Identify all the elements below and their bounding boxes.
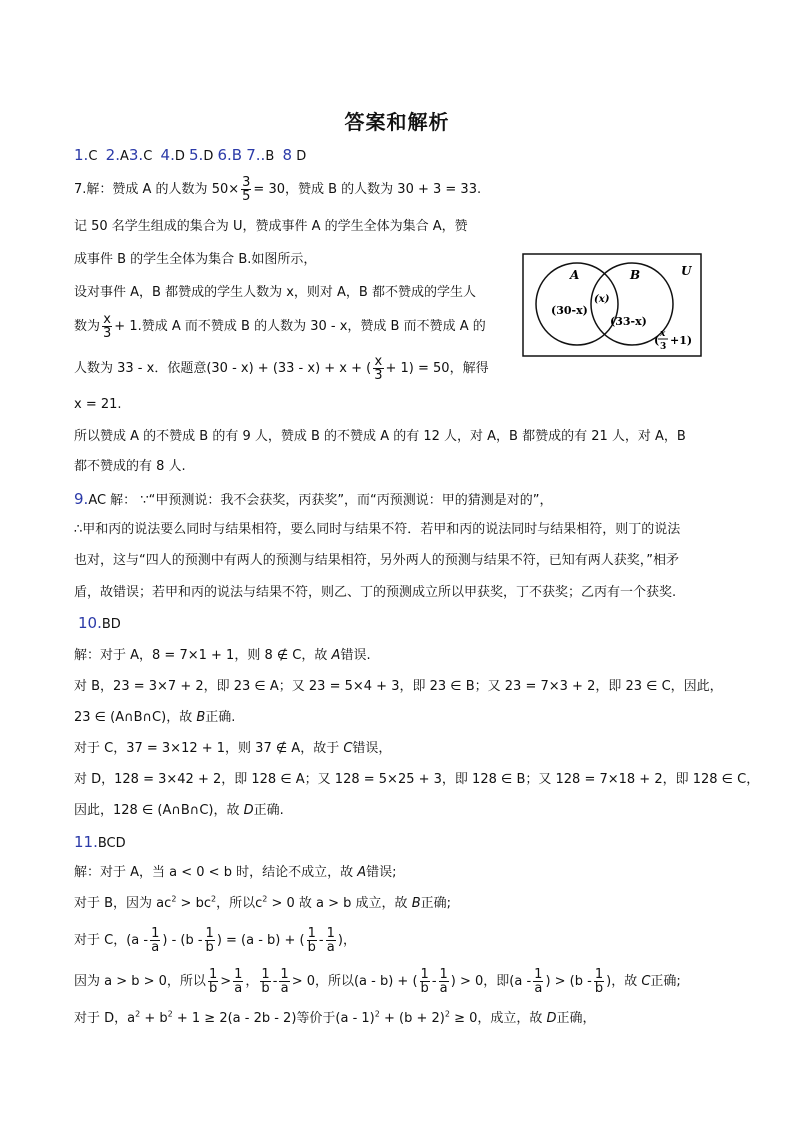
q7-line-4: 设对事件 A，B 都赞成的学生人数为 x，则对 A，B 都不赞成的学生人: [74, 285, 476, 300]
q11-line-3: 对于 C，(a - $\frac{1}{a}$ ) - (b - $\frac{1}{b}$ ) = (a - b) + ( $\frac{1}{b}$ - $\frac{1}{a}$ )，: [74, 926, 356, 955]
q7-line-6: 人数为 33 - x．依题意(30 - x) + (33 - x) + x + ( $\frac{x}{3}$ + 1) = 50，解得: [74, 354, 489, 383]
q9-line-4: 盾，故错误；若甲和丙的说法与结果不符，则乙、丁的预测成立所以甲获奖，丁不获奖；乙丙有一个获奖.: [74, 585, 677, 600]
q10-line-4: 对于 C，37 = 3×12 + 1，则 37 ∉ A，故于 C错误，: [74, 741, 392, 756]
q7-line-1: 7.解：赞成 A 的人数为 50× $\frac{3}{5}$ = 30，赞成 B 的人数为 30 + 3 = 33.: [74, 175, 482, 204]
q7-line-5: 数为 $\frac{x}{3}$ + 1.赞成 A 而不赞成 B 的人数为 30 - x，赞成 B 而不赞成 A 的: [74, 312, 486, 341]
q9-line-2: ∴甲和丙的说法要么同时与结果相符，要么同时与结果不符．若甲和丙的说法同时与结果相符，则丁的说法: [74, 522, 681, 537]
outside-tail: +1): [670, 334, 693, 347]
q11-line-5: 对于 D，$a^2 + b^2 + 1 \ge 2(a - 2b - 2)$等价于$(a - 1)^2 + (b + 2)^2 \ge 0$，成立，故 D正确，: [74, 1009, 596, 1026]
q7-line-9: 都不赞成的有 8 人.: [74, 459, 186, 474]
q7-line-8: 所以赞成 A 的不赞成 B 的有 9 人，赞成 B 的不赞成 A 的有 12 人，对 A，B 都赞成的有 21 人，对 A，B: [74, 429, 686, 444]
set-a-label: A: [570, 268, 580, 282]
page-title: 答案和解析: [344, 110, 450, 134]
intersection-region: (x): [594, 294, 610, 305]
q11-line-1: 解：对于 A，当 a < 0 < b 时，结论不成立，故 A错误;: [74, 865, 397, 880]
answer-key: 1.C 2.A3.C 4.D 5.D 6.B 7..B 8 D: [74, 146, 307, 164]
q9-line-1: 9.AC 解： ∵“甲预测说：我不会获奖，丙获奖”，而“丙预测说：甲的猜测是对的”，: [74, 490, 553, 508]
q11-line-4: 因为 a > b > 0，所以 $\frac{1}{b}$ > $\frac{1}{a}$ ， $\frac{1}{b}$ - $\frac{1}{a}$ > 0，所以(a - b) + ( $\frac{1}{b}$ - $\frac{1}{a}$ ) > 0，即(a - $\frac{1}{a}$ ) > (b - $\frac{1}{b}$ )，故 C正确;: [74, 967, 681, 996]
q9-line-3: 也对，这与“四人的预测中有两人的预测与结果相符，另外两人的预测与结果不符，已知有两人获奖，”相矛: [74, 553, 679, 568]
q7-line-7: x = 21.: [74, 397, 122, 412]
q7-line-3: 成事件 B 的学生全体为集合 B.如图所示，: [74, 252, 317, 267]
q10-line-1: 解：对于 A，8 = 7×1 + 1，则 8 ∉ C，故 A错误.: [74, 648, 371, 663]
q10-line-6: 因此，128 ∈ (A∩B∩C)，故 D正确.: [74, 803, 284, 818]
only-b-region: (33-x): [610, 315, 647, 328]
q7-line-2: 记 50 名学生组成的集合为 U，赞成事件 A 的学生全体为集合 A，赞: [74, 219, 468, 234]
outside-numerator: x: [660, 329, 666, 339]
only-a-region: (30-x): [551, 304, 588, 317]
q10-line-3: 23 ∈ (A∩B∩C)，故 B正确.: [74, 710, 236, 725]
q11-line-2: 对于 B，因为 $ac^2 > bc^2$，所以$c^2 > 0$ 故 a > b 成立，故 B正确;: [74, 894, 451, 911]
q11-header: 11.BCD: [74, 833, 126, 851]
q10-line-2: 对 B，23 = 3×7 + 2，即 23 ∈ A；又 23 = 5×4 + 3，即 23 ∈ B；又 23 = 7×3 + 2，即 23 ∈ C，因此，: [74, 679, 723, 694]
q10-line-5: 对 D，128 = 3×42 + 2，即 128 ∈ A；又 128 = 5×25 + 3，即 128 ∈ B；又 128 = 7×18 + 2，即 128 ∈ C，: [74, 772, 760, 787]
q10-header: 10.BD: [78, 614, 121, 632]
set-b-label: B: [630, 268, 641, 282]
venn-diagram: [522, 253, 702, 357]
universe-label: U: [681, 264, 692, 278]
outside-open: (: [654, 334, 660, 347]
outside-denominator: 3: [660, 342, 667, 352]
